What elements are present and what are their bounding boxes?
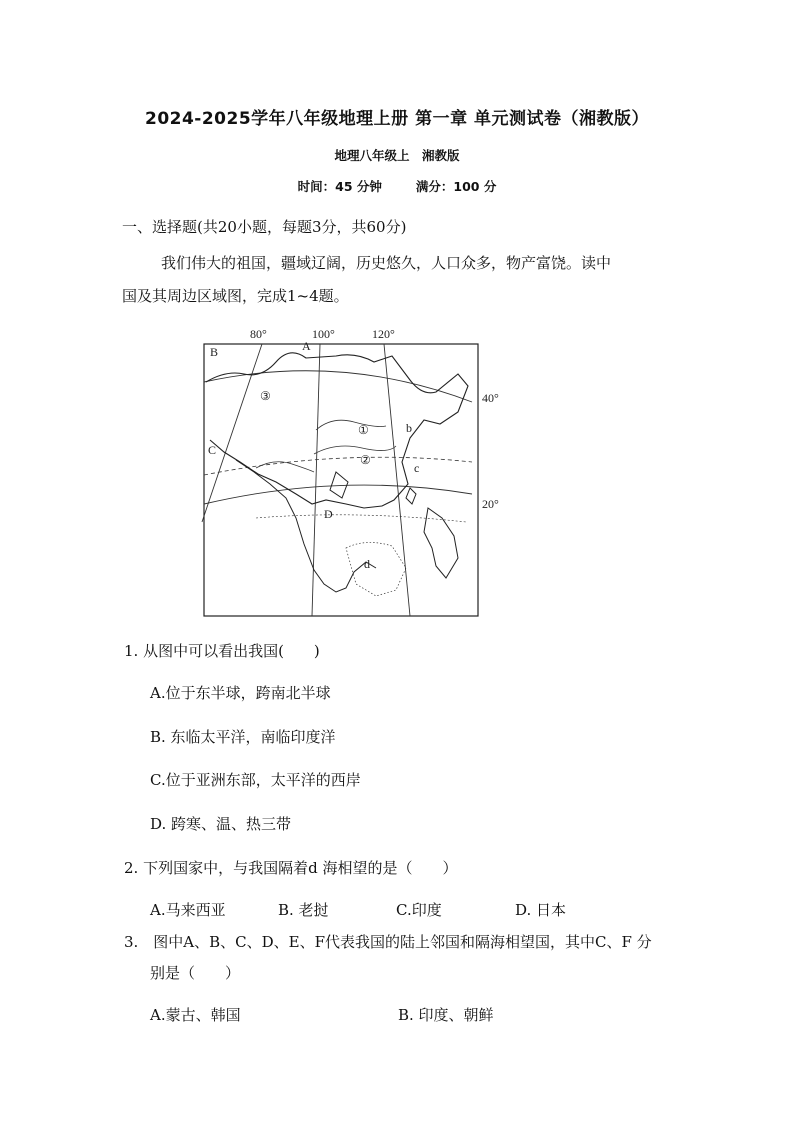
question-1-stem: 1. 从图中可以看出我国( ) [124, 642, 320, 660]
exam-title: 2024-2025学年八年级地理上册 第一章 单元测试卷（湘教版） [144, 109, 650, 129]
map-letter-c-lower: c [414, 461, 420, 475]
map-frame [204, 344, 478, 616]
question-1-option-b[interactable]: B. 东临太平洋，南临印度洋 [150, 728, 336, 746]
china-outline [206, 353, 468, 508]
lon-label-100: 100° [312, 327, 335, 341]
section-heading: 一、选择题(共20小题，每题3分，共60分) [122, 218, 407, 236]
river-1 [316, 420, 386, 430]
lat-label-40: 40° [482, 391, 499, 405]
map-letter-b-upper: B [210, 345, 219, 359]
exam-time: 时间：45 分钟 [297, 179, 382, 194]
border-1 [256, 462, 314, 472]
question-3-stem-line-2: 别是（ ） [150, 964, 241, 982]
lon-label-80: 80° [250, 327, 267, 341]
map-circle-3: ③ [260, 389, 271, 403]
question-3-option-a[interactable]: A.蒙古、韩国 [150, 1006, 241, 1024]
question-3-stem-line-1: 3. 图中A、B、C、D、E、F代表我国的陆上邻国和隔海相望国，其中C、F 分 [124, 933, 652, 951]
intro-line-1: 我们伟大的祖国，疆域辽阔，历史悠久，人口众多，物产富饶。读中 [161, 254, 612, 272]
china-region-map [196, 322, 516, 622]
map-letter-b-lower: b [406, 421, 412, 435]
tropic-line [204, 457, 472, 475]
map-circle-1: ① [358, 423, 369, 437]
question-2-stem: 2. 下列国家中，与我国隔着d 海相望的是（ ） [124, 859, 458, 877]
dashed-boundary [256, 515, 466, 522]
exam-meta [0, 177, 794, 195]
question-1-option-c[interactable]: C.位于亚洲东部，太平洋的西岸 [150, 771, 361, 789]
river-2 [314, 446, 396, 454]
lat-label-20: 20° [482, 497, 499, 511]
meridian-100 [312, 344, 320, 616]
map-letter-d-upper: D [324, 507, 333, 521]
sea-islands [346, 542, 406, 596]
map-letter-c-upper: C [208, 443, 217, 457]
lon-label-120: 120° [372, 327, 395, 341]
question-1-option-a[interactable]: A.位于东半球，跨南北半球 [150, 684, 331, 702]
map-circle-2: ② [360, 453, 371, 467]
question-2-option-a[interactable]: A.马来西亚 [150, 901, 226, 919]
intro-line-2: 国及其周边区域图，完成1~4题。 [122, 287, 349, 305]
meridian-80 [202, 344, 262, 522]
question-2-option-b[interactable]: B. 老挝 [278, 901, 329, 919]
se-asia-coast [236, 460, 376, 592]
question-3-option-b[interactable]: B. 印度、朝鲜 [398, 1006, 494, 1024]
question-1-option-d[interactable]: D. 跨寒、温、热三带 [150, 815, 292, 833]
question-2-option-c[interactable]: C.印度 [396, 901, 442, 919]
exam-subtitle: 地理八年级上 湘教版 [334, 148, 460, 163]
meridian-120 [384, 344, 410, 616]
island-taiwan [406, 488, 416, 504]
question-2-option-d[interactable]: D. 日本 [515, 901, 567, 919]
map-letter-d-lower: d [364, 557, 370, 571]
parallel-20 [204, 485, 472, 504]
map-letter-a: A [302, 339, 311, 353]
exam-score: 满分：100 分 [415, 179, 497, 194]
